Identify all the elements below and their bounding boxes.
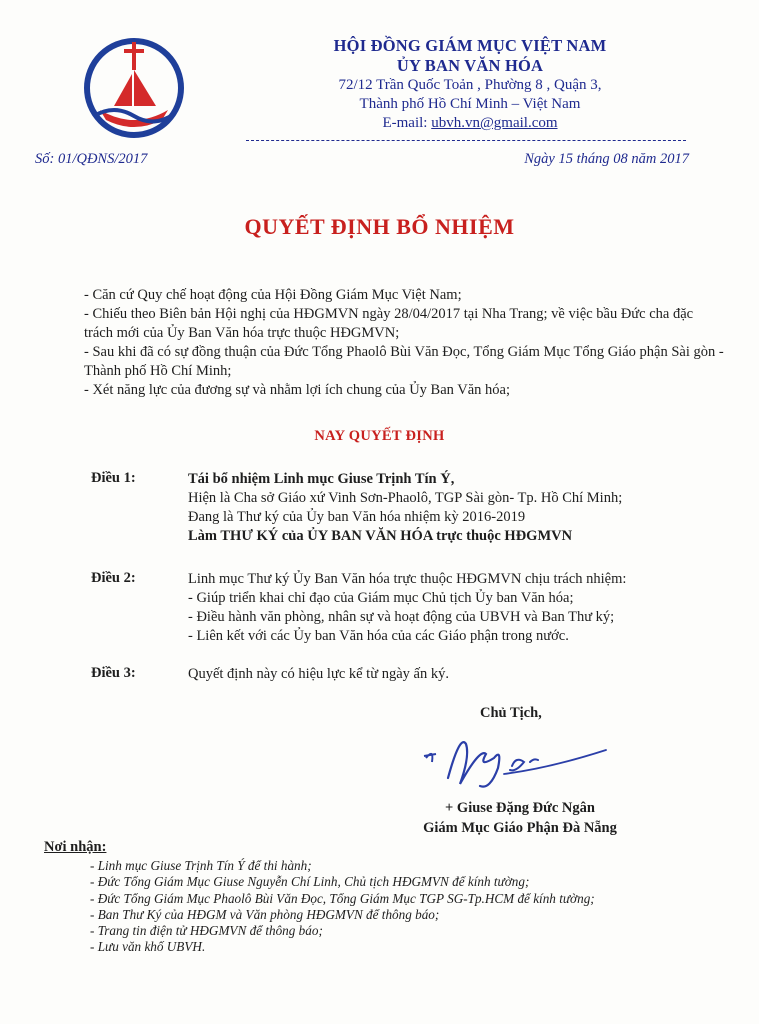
article-3-label: Điều 3: <box>91 665 136 681</box>
basis-item: - Xét năng lực của đương sự và nhằm lợi ích chung của Ủy Ban Văn hóa; <box>84 382 511 398</box>
email-link[interactable]: ubvh.vn@gmail.com <box>431 115 558 131</box>
recipients-list <box>90 858 730 956</box>
committee-name: ỦY BAN VĂN HÓA <box>396 56 544 75</box>
president-title: Chủ Tịch, <box>480 705 542 721</box>
committee-logo <box>84 34 184 142</box>
article-line: Tái bổ nhiệm Linh mục Giuse Trịnh Tín Ý, <box>188 471 455 487</box>
recipient-item: - Đức Tổng Giám Mục Giuse Nguyễn Chí Linh, Chủ tịch HĐGMVN để kính tường; <box>90 874 530 890</box>
article-line: Linh mục Thư ký Ủy Ban Văn hóa trực thuộc HĐGMVN chịu trách nhiệm: <box>188 571 627 587</box>
recipient-item: - Đức Tổng Giám Mục Phaolô Bùi Văn Đọc, Tổng Giám Mục TGP SG-Tp.HCM để kính tường; <box>90 890 595 906</box>
header-divider <box>246 140 686 141</box>
document-number: Số: 01/QĐNS/2017 <box>35 151 148 167</box>
email-label: E-mail: <box>382 115 432 131</box>
basis-item: - Căn cứ Quy chế hoạt động của Hội Đồng Giám Mục Việt Nam; <box>84 287 462 303</box>
basis-item: - Chiếu theo Biên bản Hội nghị của HĐGMVN ngày 28/04/2017 tại Nha Trang; về việc bầu Đức cha đặc trách mới của Ủy Ban Văn hóa trực thuộc HĐGMVN; <box>84 306 694 341</box>
article-line: - Điều hành văn phòng, nhân sự và hoạt động của UBVH và Ban Thư ký; <box>188 609 615 625</box>
handwritten-signature <box>420 728 610 798</box>
article-line: - Giúp triển khai chỉ đạo của Giám mục Chủ tịch Ủy ban Văn hóa; <box>188 590 574 606</box>
recipient-item: - Linh mục Giuse Trịnh Tín Ý để thi hành; <box>90 858 312 873</box>
article-line: Đang là Thư ký của Ủy ban Văn hóa nhiệm kỳ 2016-2019 <box>188 509 526 525</box>
recipient-item: - Trang tin điện tử HĐGMVN để thông báo; <box>90 923 323 939</box>
conference-name: HỘI ĐỒNG GIÁM MỤC VIỆT NAM <box>333 36 607 55</box>
article-1-label: Điều 1: <box>91 470 136 486</box>
address-line-1: 72/12 Trần Quốc Toản , Phường 8 , Quận 3, <box>338 77 602 93</box>
article-2-body <box>188 570 728 646</box>
document-date: Ngày 15 tháng 08 năm 2017 <box>524 151 689 167</box>
article-line: Quyết định này có hiệu lực kể từ ngày ấn ký. <box>188 666 449 682</box>
article-1-body <box>188 470 728 546</box>
article-line: Làm THƯ KÝ của ỦY BAN VĂN HÓA trực thuộc HĐGMVN <box>188 528 573 544</box>
article-2-label: Điều 2: <box>91 570 136 586</box>
address-line-2: Thành phố Hồ Chí Minh – Việt Nam <box>359 96 581 112</box>
article-line: - Liên kết với các Ủy ban Văn hóa của các Giáo phận trong nước. <box>188 628 569 644</box>
recipient-item: - Lưu văn khố UBVH. <box>90 939 206 955</box>
basis-item: - Sau khi đã có sự đồng thuận của Đức Tổng Phaolô Bùi Văn Đọc, Tổng Giám Mục Tổng Giáo phận Sài gòn - Thành phố Hồ Chí Minh; <box>84 344 724 379</box>
signer-name: + Giuse Đặng Đức Ngân <box>445 800 595 816</box>
recipient-item: - Ban Thư Ký của HĐGM và Văn phòng HĐGMVN để thông báo; <box>90 906 440 922</box>
signer-position: Giám Mục Giáo Phận Đà Nẵng <box>423 820 617 836</box>
recipients-label: Nơi nhận: <box>44 839 107 855</box>
legal-basis <box>84 286 724 400</box>
article-line: Hiện là Cha sở Giáo xứ Vinh Sơn-Phaolô, TGP Sài gòn- Tp. Hồ Chí Minh; <box>188 490 623 506</box>
document-title: QUYẾT ĐỊNH BỔ NHIỆM <box>244 214 515 239</box>
decision-heading: NAY QUYẾT ĐỊNH <box>314 428 445 444</box>
email-line <box>250 115 690 132</box>
article-3-body <box>188 665 728 684</box>
